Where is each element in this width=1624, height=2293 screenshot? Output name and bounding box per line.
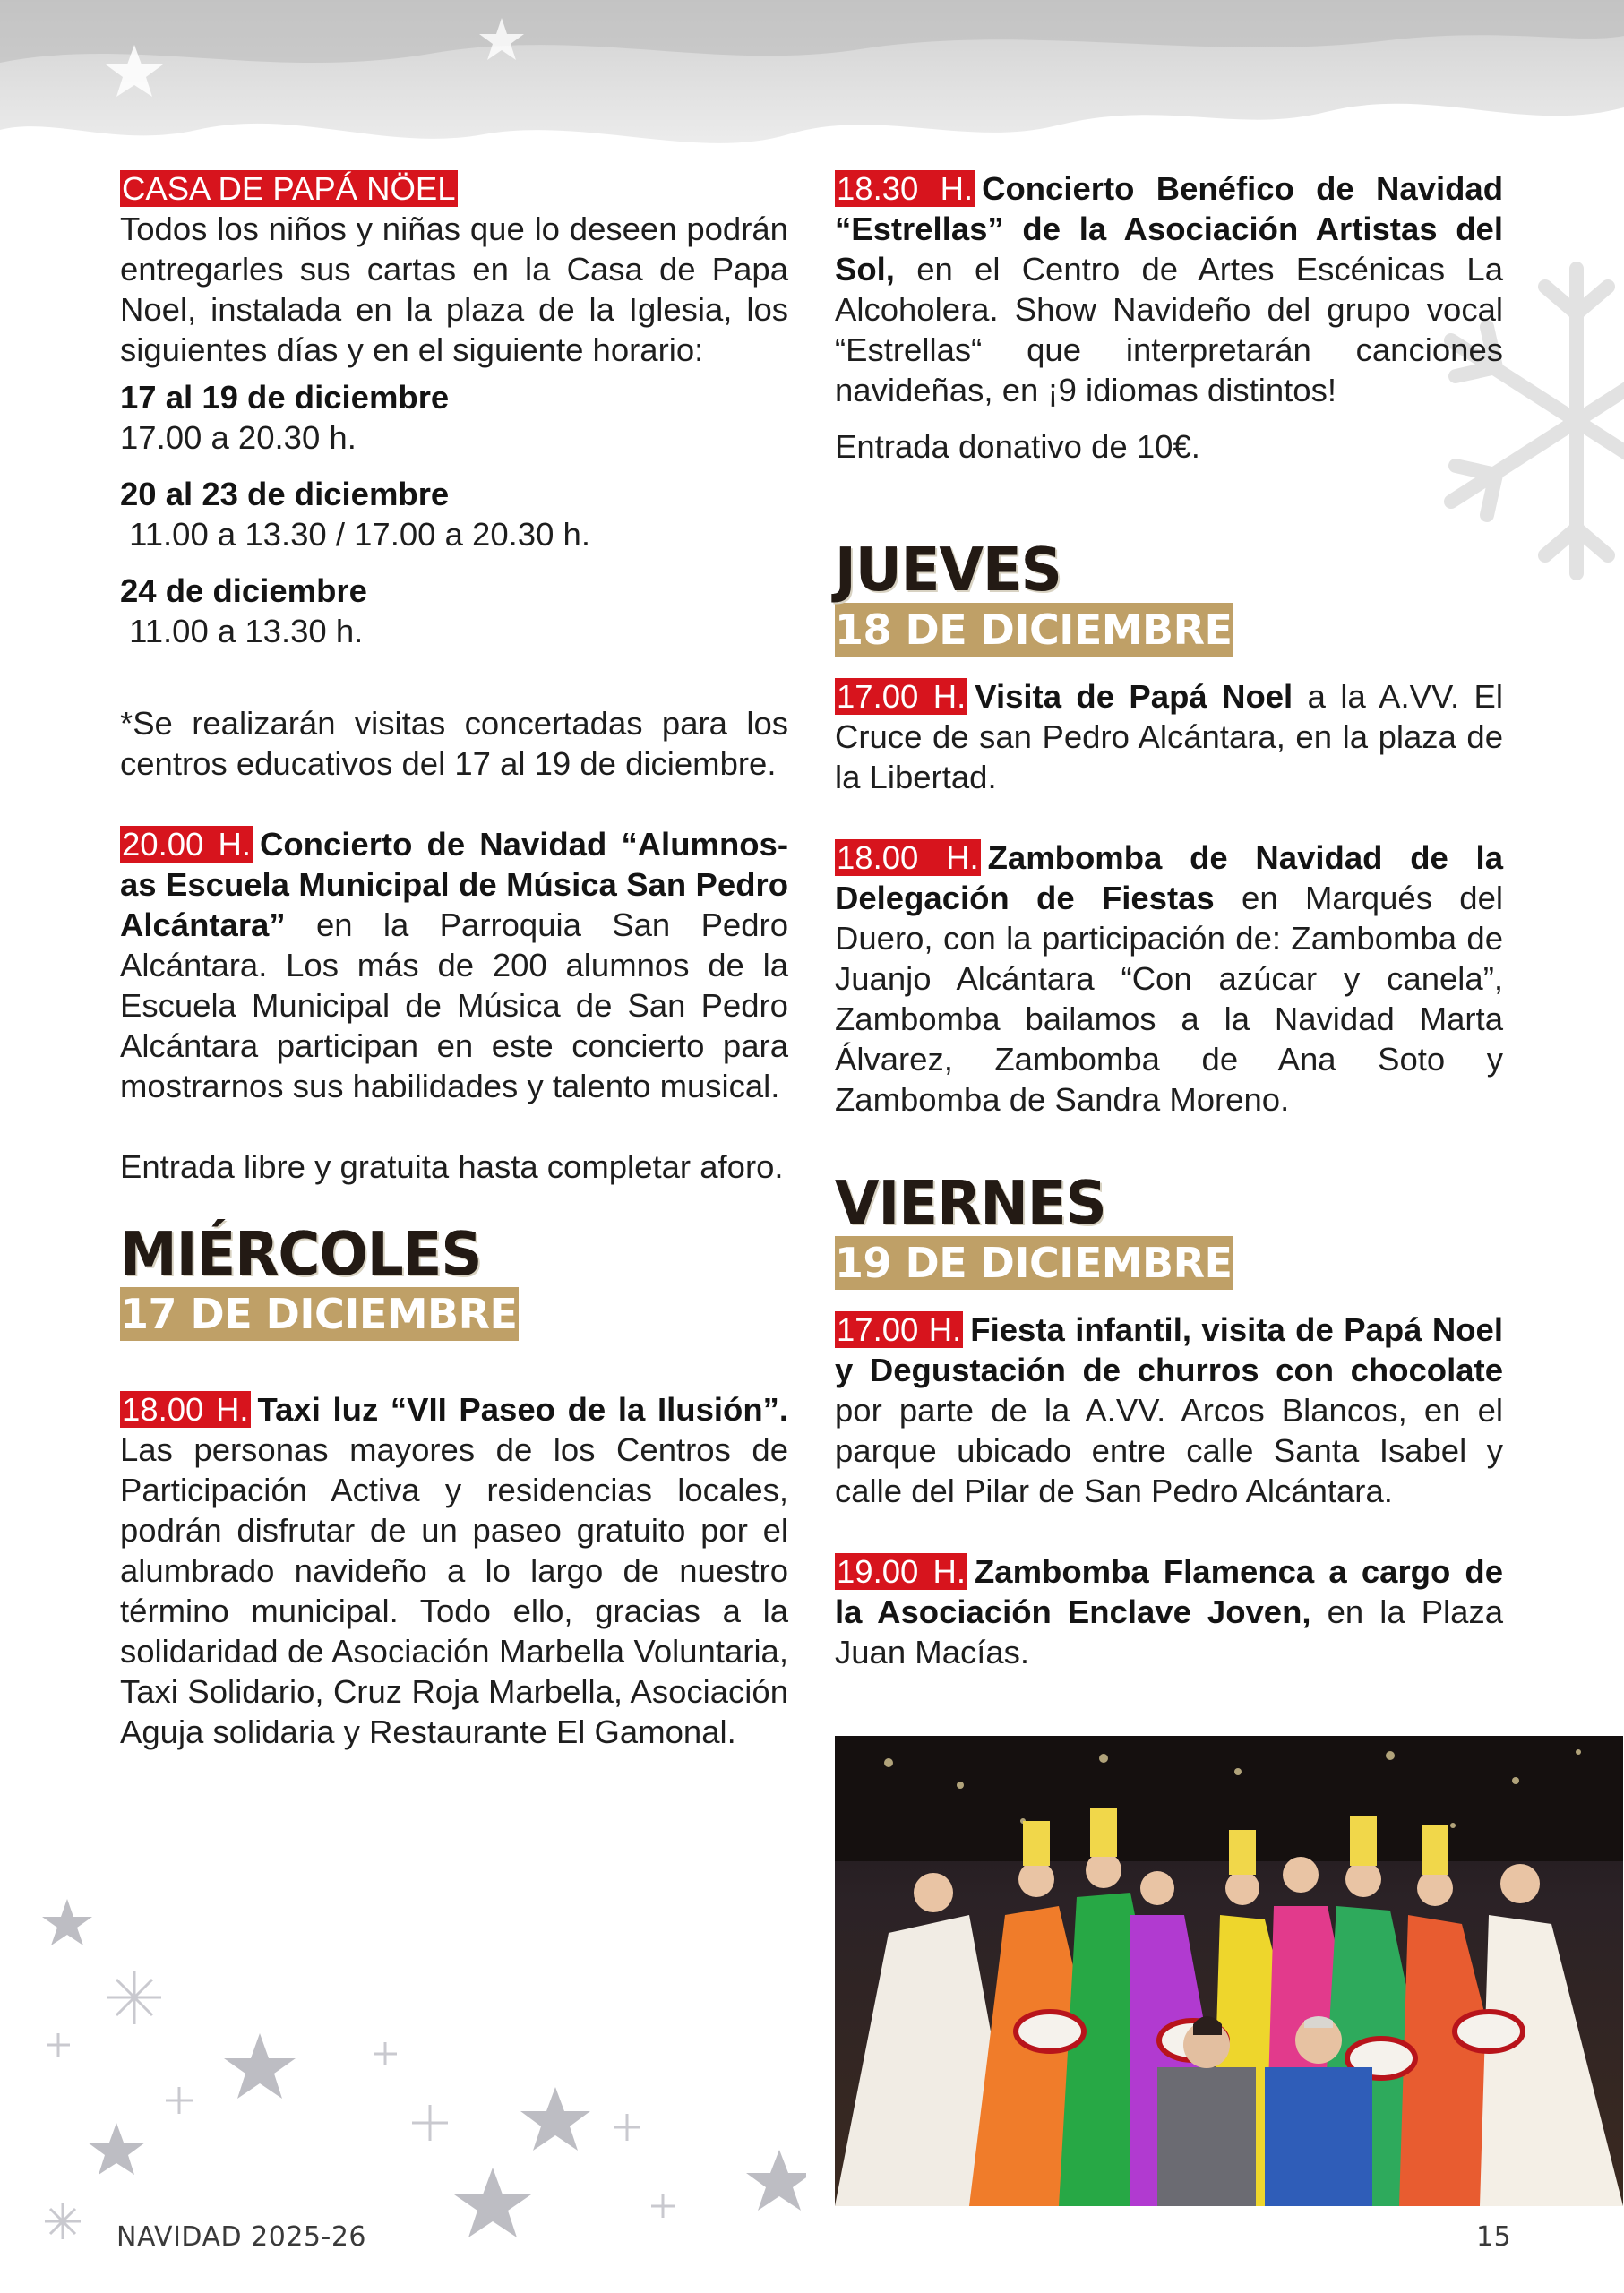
event-text: en el Centro de Artes Escénicas La Alcoholera. Show Navideño del grupo vocal “Estrellas“ que interpretarán canciones navideñas, en ¡9 idiomas distintos! <box>835 251 1503 408</box>
donation-note: Entrada donativo de 10€. <box>835 428 1200 465</box>
schedule-dates-2: 20 al 23 de diciembre <box>120 476 450 512</box>
schedule-dates-3: 24 de diciembre <box>120 572 367 609</box>
right-column <box>835 168 1503 1672</box>
friday-event-1 <box>835 1310 1503 1511</box>
event-text: a la A.VV. El Cruce de san Pedro Alcántara, en la plaza de la Libertad. <box>835 678 1503 795</box>
parade-photo <box>835 1736 1623 2206</box>
taxi-event <box>120 1389 788 1752</box>
event-text: Las personas mayores de los Centros de Participación Activa y residencias locales, podrán disfrutar de un paseo gratuito por el alumbrado navideño a lo largo de nuestro término municipal. Todo ello, gracias a la solidaridad de Asociación Marbella Voluntaria, Taxi Solidario, Cruz Roja Marbella, Asociación Aguja solidaria y Restaurante El Gamonal. <box>120 1431 788 1750</box>
event-time-badge: 18.30 H. <box>837 170 974 207</box>
visits-note: *Se realizarán visitas concertadas para los centros educativos del 17 al 19 de diciembre. <box>120 705 788 782</box>
schedule-hours-2: 11.00 a 13.30 / 17.00 a 20.30 h. <box>120 516 590 553</box>
event-title: Concierto Benéfico de Navidad “Estrellas” de la Asociación Artistas del Sol, <box>835 170 1503 288</box>
star-icon <box>88 2123 145 2175</box>
event-title: Taxi luz “VII Paseo de la Ilusión”. <box>257 1391 789 1428</box>
benefico-event <box>835 168 1503 410</box>
event-time-badge: 17.00 H. <box>837 1311 962 1348</box>
star-icon <box>106 45 163 97</box>
event-time-badge: 18.00 H. <box>122 1391 249 1428</box>
page-number: 15 <box>1476 2221 1512 2253</box>
snow-banner-decoration <box>0 0 1624 170</box>
entry-note: Entrada libre y gratuita hasta completar aforo. <box>120 1148 784 1185</box>
thursday-event-1 <box>835 676 1503 797</box>
star-icon <box>224 2033 296 2099</box>
event-title: Zambomba Flamenca a cargo de la Asociación Enclave Joven, <box>835 1553 1503 1630</box>
event-text: por parte de la A.VV. Arcos Blancos, en el parque ubicado entre calle Santa Isabel y calle del Pilar de San Pedro Alcántara. <box>835 1392 1503 1509</box>
schedule-dates-1: 17 al 19 de diciembre <box>120 379 450 416</box>
event-time-badge: 17.00 H. <box>837 678 967 715</box>
star-icon <box>454 2168 531 2237</box>
event-text: en la Plaza Juan Macías. <box>835 1593 1503 1670</box>
thursday-event-2 <box>835 837 1503 1120</box>
event-title: Concierto de Navidad “Alumnos-as Escuela Municipal de Música San Pedro Alcántara” <box>120 826 788 943</box>
day-heading-wednesday: MIÉRCOLES <box>120 1220 482 1290</box>
day-heading-friday: VIERNES <box>835 1169 1106 1239</box>
day-heading-thursday: JUEVES <box>835 536 1061 605</box>
date-bar-friday: 19 DE DICIEMBRE <box>835 1236 1503 1290</box>
event-text: en Marqués del Duero, con la participación de: Zambomba de Juanjo Alcántara “Con azúcar y canela”, Zambomba bailamos a la Navidad Marta Álvarez, Zambomba de Ana Soto y Zambomba de Sandra Moreno. <box>835 880 1503 1118</box>
stars-decoration <box>0 1881 806 2257</box>
star-icon <box>520 2087 590 2151</box>
event-time-badge: 19.00 H. <box>837 1553 966 1590</box>
date-bar-wednesday: 17 DE DICIEMBRE <box>120 1287 788 1341</box>
footer-publication: NAVIDAD 2025-26 <box>116 2221 366 2253</box>
concert-event <box>120 824 788 1106</box>
event-time-badge: 18.00 H. <box>837 839 979 876</box>
event-title: Visita de Papá Noel <box>975 678 1293 715</box>
casa-intro-text: Todos los niños y niñas que lo deseen podrán entregarles sus cartas en la Casa de Papa Noel, instalada en la plaza de la Iglesia, los siguientes días y en el siguiente horario: <box>120 210 788 368</box>
left-column <box>120 168 788 1752</box>
event-text: en la Parroquia San Pedro Alcántara. Los más de 200 alumnos de la Escuela Municipal de Música de San Pedro Alcántara participan en este concierto para mostrarnos sus habilidades y talento musical. <box>120 906 788 1104</box>
star-icon <box>42 1899 92 1945</box>
schedule-hours-1: 17.00 a 20.30 h. <box>120 419 357 456</box>
event-title: Fiesta infantil, visita de Papá Noel y Degustación de churros con chocolate <box>835 1311 1503 1388</box>
casa-heading-highlight: CASA DE PAPÁ NÖEL <box>122 170 456 207</box>
parade-photo-illustration <box>835 1736 1623 2206</box>
event-title: Zambomba de Navidad de la Delegación de Fiestas <box>835 839 1503 916</box>
schedule-hours-3: 11.00 a 13.30 h. <box>120 613 364 649</box>
star-icon <box>746 2150 806 2211</box>
star-icon <box>479 18 524 60</box>
event-time-badge: 20.00 H. <box>122 826 252 863</box>
friday-event-2 <box>835 1551 1503 1672</box>
date-bar-thursday: 18 DE DICIEMBRE <box>835 603 1503 657</box>
casa-papa-noel-heading <box>120 168 788 209</box>
